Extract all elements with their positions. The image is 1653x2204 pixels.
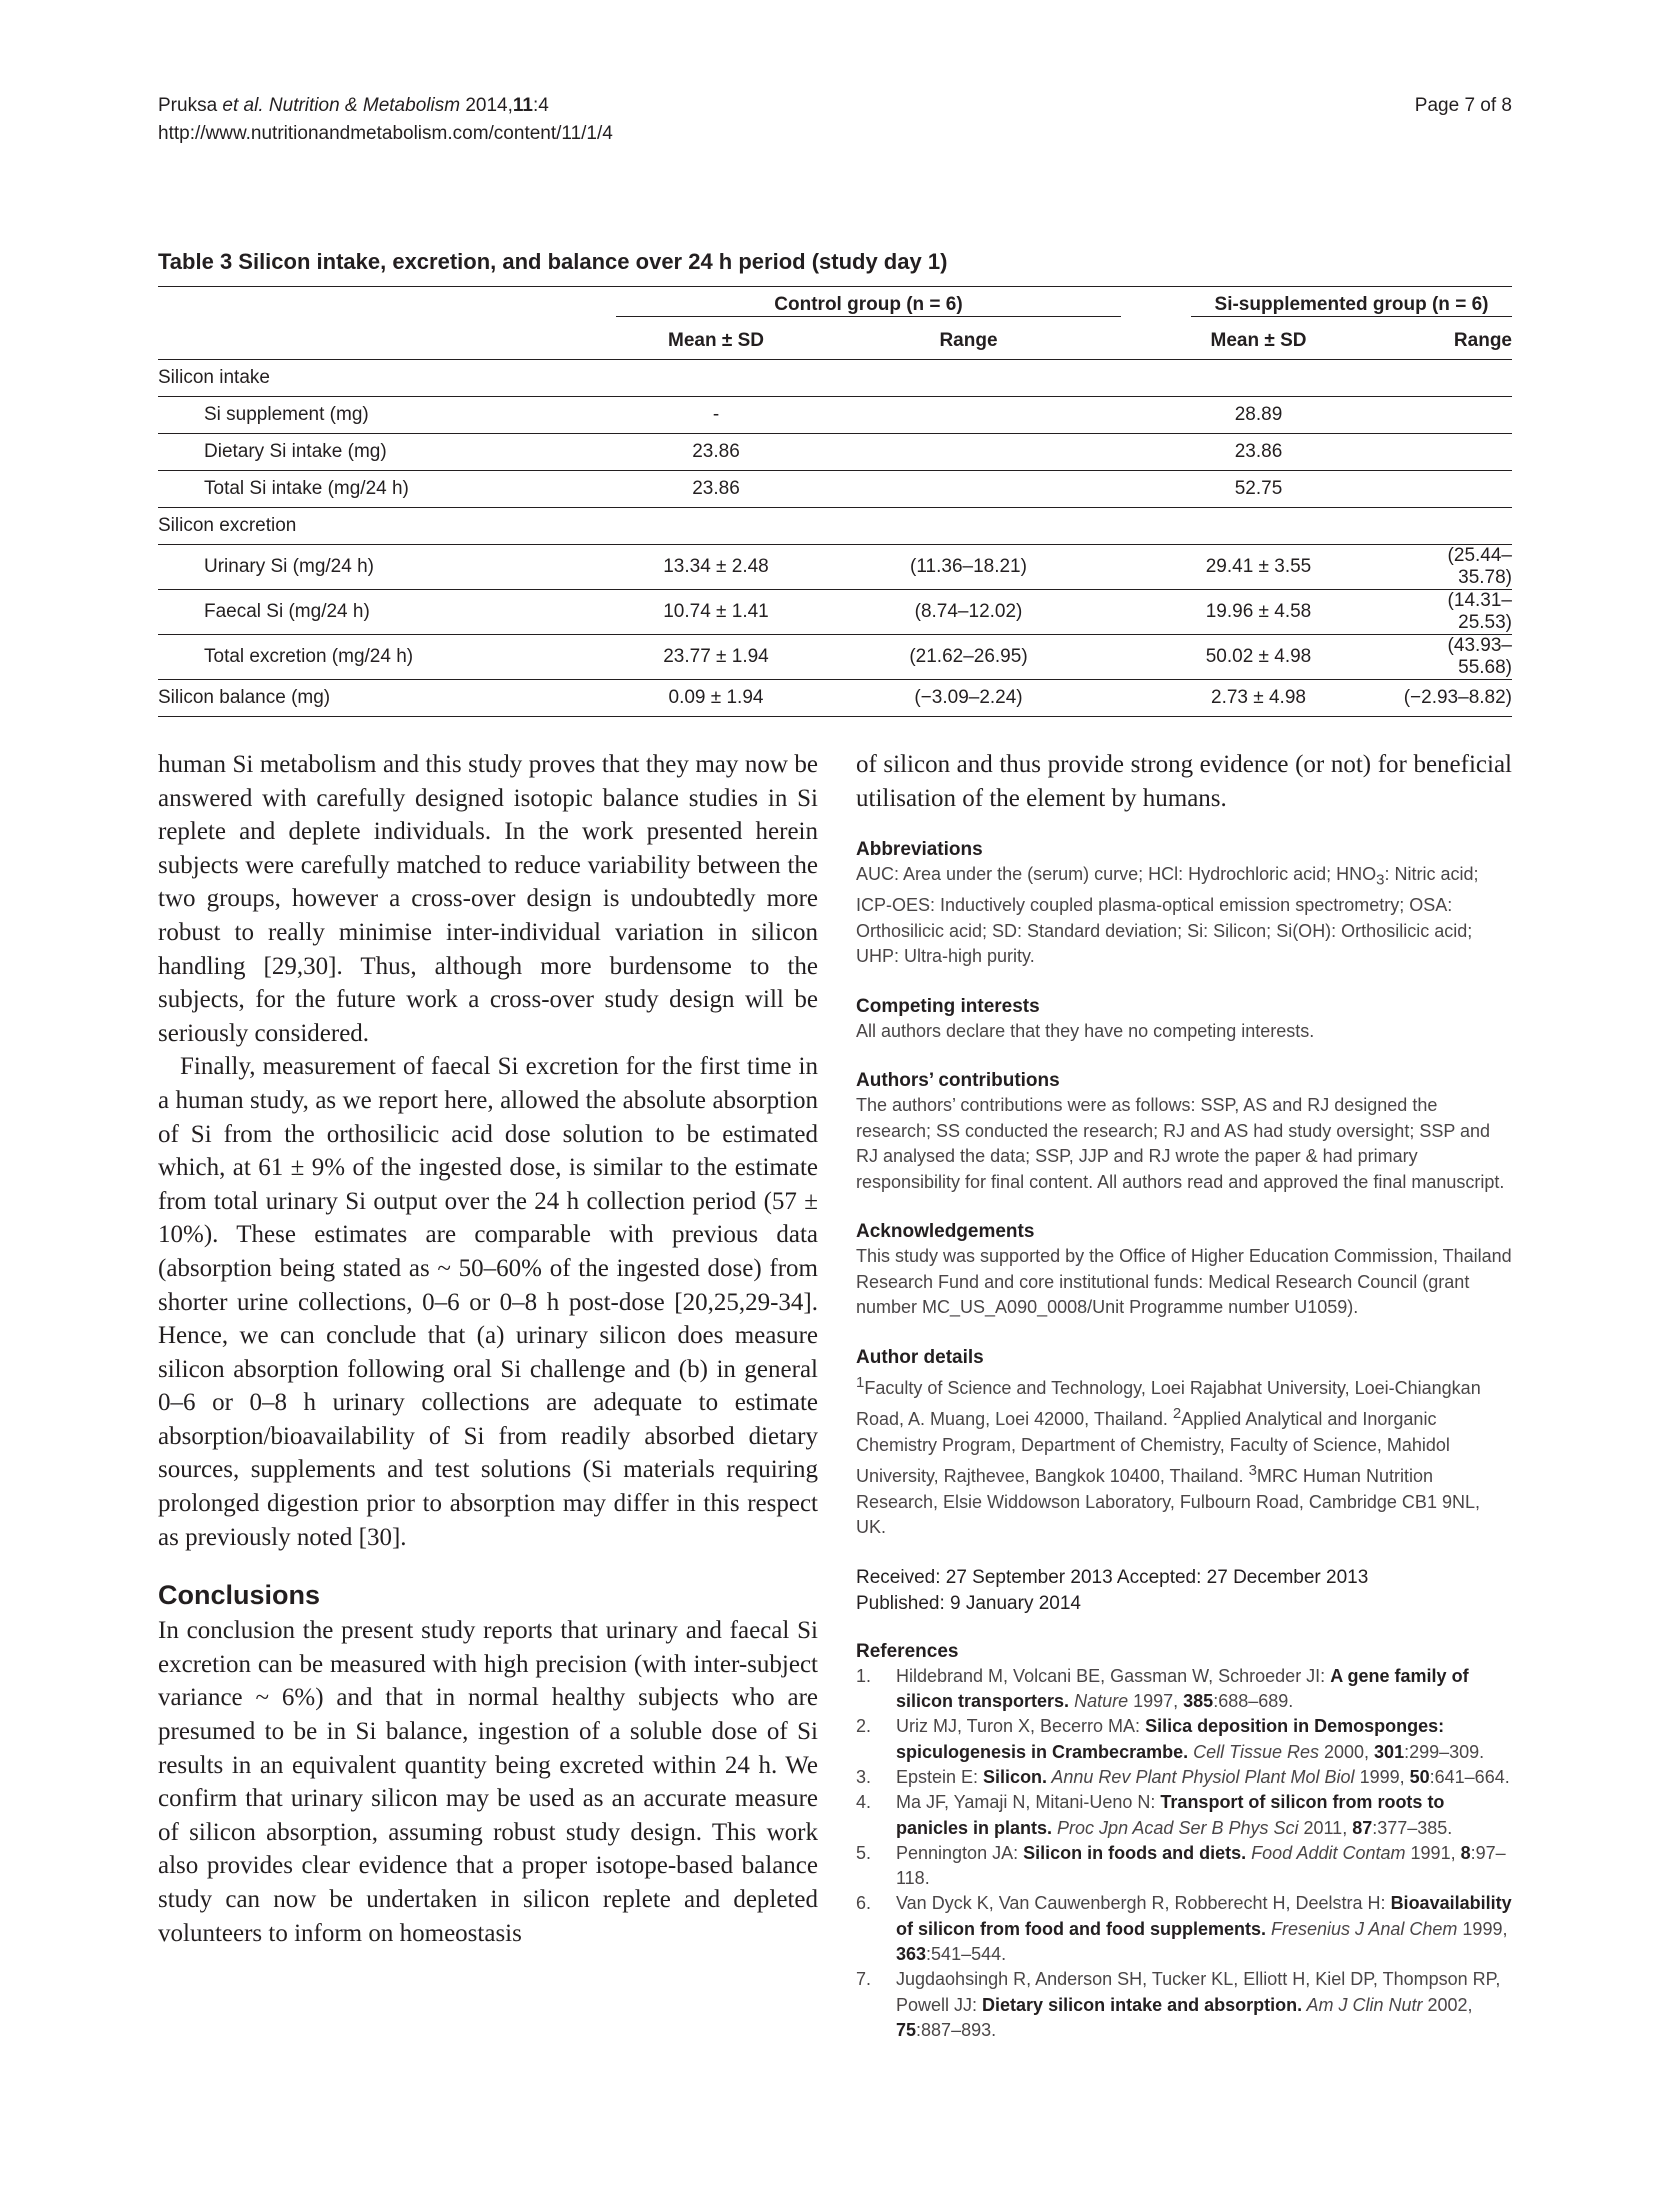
control-range: (21.62–26.95) bbox=[816, 635, 1121, 680]
abbreviations-heading: Abbreviations bbox=[856, 839, 983, 861]
row-label: Total excretion (mg/24 h) bbox=[158, 635, 616, 680]
row-label: Silicon intake bbox=[158, 360, 616, 397]
competing-interests-text: All authors declare that they have no competing interests. bbox=[856, 1020, 1315, 1041]
si-mean: 23.86 bbox=[1121, 434, 1396, 471]
acknowledgements-text: This study was supported by the Office of Higher Education Commission, Thailand Research Fund and core institutional funds: Medical Research Council (grant number MC_US_A090_0008/Unit Programme number U1059). bbox=[856, 1246, 1512, 1318]
page-number: Page 7 of 8 bbox=[1414, 95, 1512, 116]
contributions-text: The authors’ contributions were as follows: SSP, AS and RJ designed the research; SS conducted the research; RJ and AS had study oversight; SSP and RJ analysed the data; SSP, JJP and RJ wrote the paper & had primary responsibility for final content. All authors read and approved the final manuscript. bbox=[856, 1095, 1505, 1192]
row-label: Silicon balance (mg) bbox=[158, 680, 616, 717]
reference-volume: 75 bbox=[896, 2019, 917, 2040]
reference-year: 1997, bbox=[1128, 1691, 1184, 1712]
row-label: Si supplement (mg) bbox=[158, 397, 616, 434]
authors: Pruksa bbox=[158, 95, 218, 116]
running-head bbox=[158, 92, 613, 148]
reference-volume: 50 bbox=[1409, 1766, 1430, 1787]
control-mean: 23.77 ± 1.94 bbox=[616, 635, 816, 680]
control-mean: 13.34 ± 2.48 bbox=[616, 545, 816, 590]
reference-title: Silica deposition in Demosponges: spiculogenesis in Crambecrambe. bbox=[896, 1716, 1445, 1762]
silicon-balance-table bbox=[158, 286, 1512, 717]
reference-pages: :688–689. bbox=[1213, 1691, 1294, 1712]
reference-authors: Ma JF, Yamaji N, Mitani-Ueno N: bbox=[896, 1792, 1161, 1813]
control-range bbox=[816, 434, 1121, 471]
reference-authors: Pennington JA: bbox=[896, 1842, 1024, 1863]
row-label: Dietary Si intake (mg) bbox=[158, 434, 616, 471]
si-mean: 50.02 ± 4.98 bbox=[1121, 635, 1396, 680]
control-mean: 10.74 ± 1.41 bbox=[616, 590, 816, 635]
control-range: (8.74–12.02) bbox=[816, 590, 1121, 635]
control-range-header: Range bbox=[939, 330, 998, 351]
reference-item bbox=[856, 1967, 1512, 2043]
si-mean: 29.41 ± 3.55 bbox=[1121, 545, 1396, 590]
reference-item bbox=[856, 1765, 1512, 1790]
table-row bbox=[158, 635, 1512, 680]
reference-item bbox=[856, 1891, 1512, 1967]
reference-volume: 8 bbox=[1460, 1842, 1471, 1863]
table-row bbox=[158, 545, 1512, 590]
si-range bbox=[1396, 508, 1512, 545]
reference-title: Dietary silicon intake and absorption. bbox=[982, 1994, 1303, 2015]
control-range: (−3.09–2.24) bbox=[816, 680, 1121, 717]
row-label: Silicon excretion bbox=[158, 508, 616, 545]
si-range: (43.93–55.68) bbox=[1396, 635, 1512, 680]
table-column-header bbox=[158, 323, 1512, 360]
reference-title: A gene family of silicon transporters. bbox=[896, 1665, 1469, 1712]
control-mean bbox=[616, 508, 816, 545]
reference-year: 1991, bbox=[1405, 1842, 1461, 1863]
reference-pages: :887–893. bbox=[916, 2019, 997, 2040]
control-mean: 0.09 ± 1.94 bbox=[616, 680, 816, 717]
control-mean: - bbox=[616, 397, 816, 434]
reference-authors: Van Dyck K, Van Cauwenbergh R, Robberecht H, Deelstra H: bbox=[896, 1893, 1391, 1914]
si-range: (14.31–25.53) bbox=[1396, 590, 1512, 635]
reference-volume: 87 bbox=[1352, 1817, 1373, 1838]
conclusions-paragraph: In conclusion the present study reports that urinary and faecal Si excretion can be measured with high precision (with inter-subject variance ~ 6%) and that in normal healthy subjects who are presumed to be in Si balance, ingestion of a soluble dose of Si results in an equivalent quantity being excreted within 24 h. We confirm that urinary silicon may be used as an accurate measure of silicon absorption, assuming robust study design. This work also provides clear evidence that a proper isotope-based balance study can now be undertaken in silicon replete and depleted volunteers to inform on homeostasis bbox=[158, 1617, 818, 1947]
table-row bbox=[158, 680, 1512, 717]
reference-item bbox=[856, 1664, 1512, 1715]
citation-line bbox=[158, 92, 613, 120]
author-details-text: $^1$Faculty of Science and Technology, Loei Rajabhat University, Loei-Chiangkan Road, A. Muang, Loei 42000, Thailand. $^2$Applied Analytical and Inorganic Chemistry Program, Department of Chemistry, Faculty of Science, Mahidol University, Rajthevee, Bangkok 10400, Thailand. $^3$MRC Human Nutrition Research, Elsie Widdowson Laboratory, Fulbourn Road, Cambridge CB1 9NL, UK. bbox=[856, 1373, 1481, 1538]
control-group-header: Control group (n = 6) bbox=[616, 294, 1121, 317]
received-accepted: Received: 27 September 2013 Accepted: 27 December 2013 bbox=[856, 1566, 1369, 1588]
row-label: Total Si intake (mg/24 h) bbox=[158, 471, 616, 508]
reference-pages: :641–664. bbox=[1429, 1766, 1510, 1787]
control-range: (11.36–18.21) bbox=[816, 545, 1121, 590]
control-range bbox=[816, 360, 1121, 397]
si-group-header: Si-supplemented group (n = 6) bbox=[1191, 294, 1512, 317]
si-range-header: Range bbox=[1453, 330, 1512, 351]
reference-item bbox=[856, 1841, 1512, 1892]
reference-journal: Am J Clin Nutr bbox=[1302, 1994, 1423, 2015]
control-range bbox=[816, 471, 1121, 508]
reference-journal: Fresenius J Anal Chem bbox=[1266, 1918, 1458, 1939]
reference-authors: Epstein E: bbox=[896, 1766, 984, 1787]
reference-item bbox=[856, 1714, 1512, 1765]
si-range: (25.44–35.78) bbox=[1396, 545, 1512, 590]
reference-journal: Proc Jpn Acad Ser B Phys Sci bbox=[1052, 1817, 1299, 1838]
table-row bbox=[158, 434, 1512, 471]
reference-authors: Uriz MJ, Turon X, Becerro MA: bbox=[896, 1716, 1146, 1737]
page-header bbox=[158, 92, 1512, 148]
contributions-heading: Authors’ contributions bbox=[856, 1070, 1060, 1092]
row-label: Urinary Si (mg/24 h) bbox=[158, 545, 616, 590]
reference-number: 5. bbox=[856, 1842, 872, 1863]
si-mean: 52.75 bbox=[1121, 471, 1396, 508]
journal-name: Nutrition & Metabolism bbox=[268, 95, 461, 116]
et-al: et al. bbox=[222, 95, 264, 116]
si-mean bbox=[1121, 360, 1396, 397]
table-3 bbox=[158, 247, 1512, 717]
references-heading: References bbox=[856, 1640, 959, 1662]
abbreviations-text: AUC: Area under the (serum) curve; HCl: Hydrochloric acid; $HNO_3$: Nitric acid; ICP-OES: Inductively coupled plasma-optical emission spectrometry; OSA: Orthosilicic acid; SD: Standard deviation; Si: Silicon; Si(OH): Orthosilicic acid; UHP: Ultra-high purity. bbox=[856, 864, 1479, 967]
table-caption: Table 3 Silicon intake, excretion, and balance over 24 h period (study day 1) bbox=[158, 249, 948, 274]
table-row bbox=[158, 508, 1512, 545]
reference-year: 2000, bbox=[1319, 1741, 1375, 1762]
reference-pages: :541–544. bbox=[926, 1944, 1007, 1965]
table-row bbox=[158, 397, 1512, 434]
reference-journal: Cell Tissue Res bbox=[1188, 1741, 1319, 1762]
reference-number: 1. bbox=[856, 1665, 872, 1686]
si-range: (−2.93–8.82) bbox=[1396, 680, 1512, 717]
reference-authors: Jugdaohsingh R, Anderson SH, Tucker KL, Elliott H, Kiel DP, Thompson RP, Powell JJ: bbox=[896, 1969, 1501, 2015]
reference-volume: 385 bbox=[1183, 1691, 1214, 1712]
control-mean bbox=[616, 360, 816, 397]
reference-pages: :299–309. bbox=[1404, 1741, 1485, 1762]
reference-number: 6. bbox=[856, 1893, 872, 1914]
table-row bbox=[158, 471, 1512, 508]
si-mean: 19.96 ± 4.58 bbox=[1121, 590, 1396, 635]
reference-title: Silicon in foods and diets. bbox=[1023, 1842, 1247, 1863]
reference-list bbox=[856, 1664, 1512, 2043]
volume: 11 bbox=[512, 95, 533, 116]
reference-year: 2011, bbox=[1298, 1817, 1353, 1838]
reference-volume: 301 bbox=[1374, 1741, 1405, 1762]
reference-title: Silicon. bbox=[983, 1766, 1048, 1787]
table-row bbox=[158, 360, 1512, 397]
reference-year: 1999, bbox=[1354, 1766, 1410, 1787]
control-range bbox=[816, 508, 1121, 545]
author-details-heading: Author details bbox=[856, 1346, 984, 1368]
conclusions-heading: Conclusions bbox=[158, 1580, 321, 1611]
reference-journal: Annu Rev Plant Physiol Plant Mol Biol bbox=[1047, 1766, 1355, 1787]
reference-title: Transport of silicon from roots to panicles in plants. bbox=[896, 1792, 1445, 1838]
reference-number: 2. bbox=[856, 1716, 872, 1737]
control-mean: 23.86 bbox=[616, 471, 816, 508]
reference-number: 4. bbox=[856, 1792, 872, 1813]
si-range bbox=[1396, 397, 1512, 434]
reference-authors: Hildebrand M, Volcani BE, Gassman W, Schroeder JI: bbox=[896, 1665, 1331, 1686]
reference-journal: Food Addit Contam bbox=[1246, 1842, 1406, 1863]
year: 2014, bbox=[465, 95, 513, 116]
reference-pages: :377–385. bbox=[1372, 1817, 1453, 1838]
reference-item bbox=[856, 1790, 1512, 1841]
dates-block bbox=[856, 1565, 1512, 1617]
table-group-header bbox=[158, 287, 1512, 324]
reference-pages: :97–118. bbox=[896, 1842, 1506, 1889]
discussion-paragraph-1: human Si metabolism and this study proves that they may now be answered with carefully designed isotopic balance studies in Si replete and deplete individuals. In the work presented herein subjects were carefully matched to reduce variability between the two groups, however a cross-over design is undoubtedly more robust to really minimise inter-individual variation in silicon handling [29,30]. Thus, although more burdensome to the subjects, for the future work a cross-over study design will be seriously considered. bbox=[158, 751, 818, 1047]
reference-title: Bioavailability of silicon from food and food supplements. bbox=[896, 1893, 1512, 1939]
si-mean: 28.89 bbox=[1121, 397, 1396, 434]
reference-journal: Nature bbox=[1069, 1691, 1129, 1712]
si-mean-header: Mean ± SD bbox=[1210, 330, 1307, 351]
conclusions-continued: of silicon and thus provide strong evidence (or not) for beneficial utilisation of the element by humans. bbox=[856, 751, 1512, 812]
acknowledgements-heading: Acknowledgements bbox=[856, 1221, 1035, 1243]
control-range bbox=[816, 397, 1121, 434]
reference-volume: 363 bbox=[896, 1944, 927, 1965]
control-mean-header: Mean ± SD bbox=[668, 330, 764, 351]
si-range bbox=[1396, 360, 1512, 397]
discussion-paragraph-2: Finally, measurement of faecal Si excretion for the first time in a human study, as we report here, allowed the absolute absorption of Si from the orthosilicic acid dose solution to be estimated which, at 61 ± 9% of the ingested dose, is similar to the estimate from total urinary Si output over the 24 h collection period (57 ± 10%). These estimates are comparable with previous data (absorption being stated as ~ 50–60% of the ingested dose) from shorter urine collections, 0–6 or 0–8 h post-dose [20,25,29-34]. Hence, we can conclude that (a) urinary silicon does measure silicon absorption following oral Si challenge and (b) in general 0–6 or 0–8 h urinary collections are adequate to estimate absorption/bioavailability of Si from readily absorbed dietary sources, supplements and test solutions (Si materials requiring prolonged digestion prior to absorption may differ in this respect as previously noted [30]. bbox=[158, 1053, 818, 1551]
si-range bbox=[1396, 471, 1512, 508]
left-column bbox=[158, 748, 818, 1950]
reference-year: 1999, bbox=[1457, 1918, 1508, 1939]
article-url[interactable]: http://www.nutritionandmetabolism.com/content/11/1/4 bbox=[158, 123, 613, 144]
si-range bbox=[1396, 434, 1512, 471]
reference-number: 3. bbox=[856, 1766, 872, 1787]
control-mean: 23.86 bbox=[616, 434, 816, 471]
table-row bbox=[158, 590, 1512, 635]
reference-number: 7. bbox=[856, 1969, 872, 1990]
row-label: Faecal Si (mg/24 h) bbox=[158, 590, 616, 635]
reference-year: 2002, bbox=[1422, 1994, 1473, 2015]
si-mean: 2.73 ± 4.98 bbox=[1121, 680, 1396, 717]
issue: :4 bbox=[532, 95, 549, 116]
si-mean bbox=[1121, 508, 1396, 545]
competing-interests-heading: Competing interests bbox=[856, 995, 1040, 1017]
published-date: Published: 9 January 2014 bbox=[856, 1592, 1081, 1614]
right-column bbox=[856, 748, 1512, 2043]
